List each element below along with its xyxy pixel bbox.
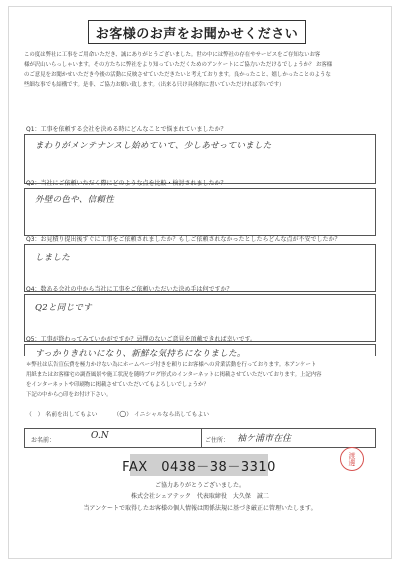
publication-options	[26, 409, 209, 418]
note-line: ＊弊社は広告宣伝費を極力かけない為にホームページ付きを頼りにお客様への営業活動を行っております。本アンケート	[26, 362, 317, 368]
hanko-stamp-icon	[340, 447, 364, 471]
intro-line: のご意見をお聞かせいただき今後の活動に反映させていただきたいと考えております。良かったこと、嬉しかったことのような	[24, 72, 331, 78]
name-label: お名前：	[31, 437, 56, 444]
answer-4-text: Q2と同じです	[35, 303, 92, 313]
stamp-text: 渡邊	[348, 452, 356, 466]
question-3-label: Q3：お見積り提出後すぐに工事をご依頼されましたか？もしご依頼されなかったとしたらどんな点が不安でしたか？	[26, 236, 341, 243]
customer-info-box	[24, 428, 376, 448]
intro-text	[24, 50, 376, 90]
thanks-text: ご協力ありがとうございました。	[154, 482, 245, 489]
page-title: お客様のお声をお聞かせください	[88, 20, 306, 44]
option-name-checkbox[interactable]: （ ）	[26, 412, 44, 418]
note-line: をインターネットや印刷物に掲載させていただいてもよろしいでしょうか？	[26, 382, 209, 388]
name-value: O.N	[91, 431, 109, 441]
fax-number: FAX 0438－38－3310	[130, 454, 268, 476]
answer-5-box	[24, 344, 376, 359]
question-1-label: Q1：工事を依頼する会社を決める時にどんなことで悩まれていましたか？	[26, 126, 227, 133]
option-initials-checkbox[interactable]: （○）	[113, 409, 133, 418]
question-4-label: Q4：数ある会社の中から当社に工事をご依頼いただいた決め手は何ですか？	[26, 286, 233, 293]
selected-mark: ○	[119, 409, 127, 418]
address-label: ご住所：	[205, 437, 230, 444]
privacy-text: 当アンケートで取得したお客様の個人情報は関係法規に基づき厳正に管理いたします。	[83, 505, 317, 512]
answer-1-text: まわりがメンテナンスし始めていて、少しあせっていました	[35, 141, 272, 151]
option-name-label: 名前を出してもよい	[45, 412, 98, 418]
option-initials-label: イニシャルなら出してもよい	[134, 412, 210, 418]
company-text: 株式会社シェアテック 代表取締役 大久保 誠二	[131, 493, 269, 500]
info-divider	[201, 429, 202, 447]
publication-note	[26, 360, 376, 400]
question-2-label: Q2：当社にご依頼いただく際にどのような点を比較・検討されましたか？	[26, 180, 227, 187]
note-line: 用紙またはお客様宅の調査風景や施工状況を随時ブログ形式のインターネットに掲載させていただいております。上記内容	[26, 372, 322, 378]
note-line: 下記の中から○印をお付け下さい。	[26, 392, 112, 398]
answer-1-box	[24, 134, 376, 184]
answer-2-box	[24, 188, 376, 236]
answer-2-text: 外壁の色や、信頼性	[35, 195, 115, 205]
answer-3-text: しました	[35, 253, 71, 263]
intro-line: この度は弊社に工事をご用命いただき、誠にありがとうございました。世の中には弊社の存在やサービスをご存知ないお客	[24, 52, 321, 58]
question-5-label: Q5：工事が終わってみていかがですか？忌憚のないご意見を頂戴できれば幸いです。	[26, 336, 257, 343]
intro-line: 些細な事でも結構です。是非、ご協力お願い致します。（出来る只け具体的に書いていただければ幸いです）	[24, 82, 285, 88]
address-value: 袖ケ浦市在住	[237, 434, 292, 444]
answer-5-text: すっかりきれいになり、新鮮な気持ちになりました。	[35, 349, 246, 359]
intro-line: 様が沢山いらっしゃいます。その方たちに弊社をより知っていただくためのアンケートにご協力いただけるでしょうか？ お客様	[24, 62, 333, 68]
